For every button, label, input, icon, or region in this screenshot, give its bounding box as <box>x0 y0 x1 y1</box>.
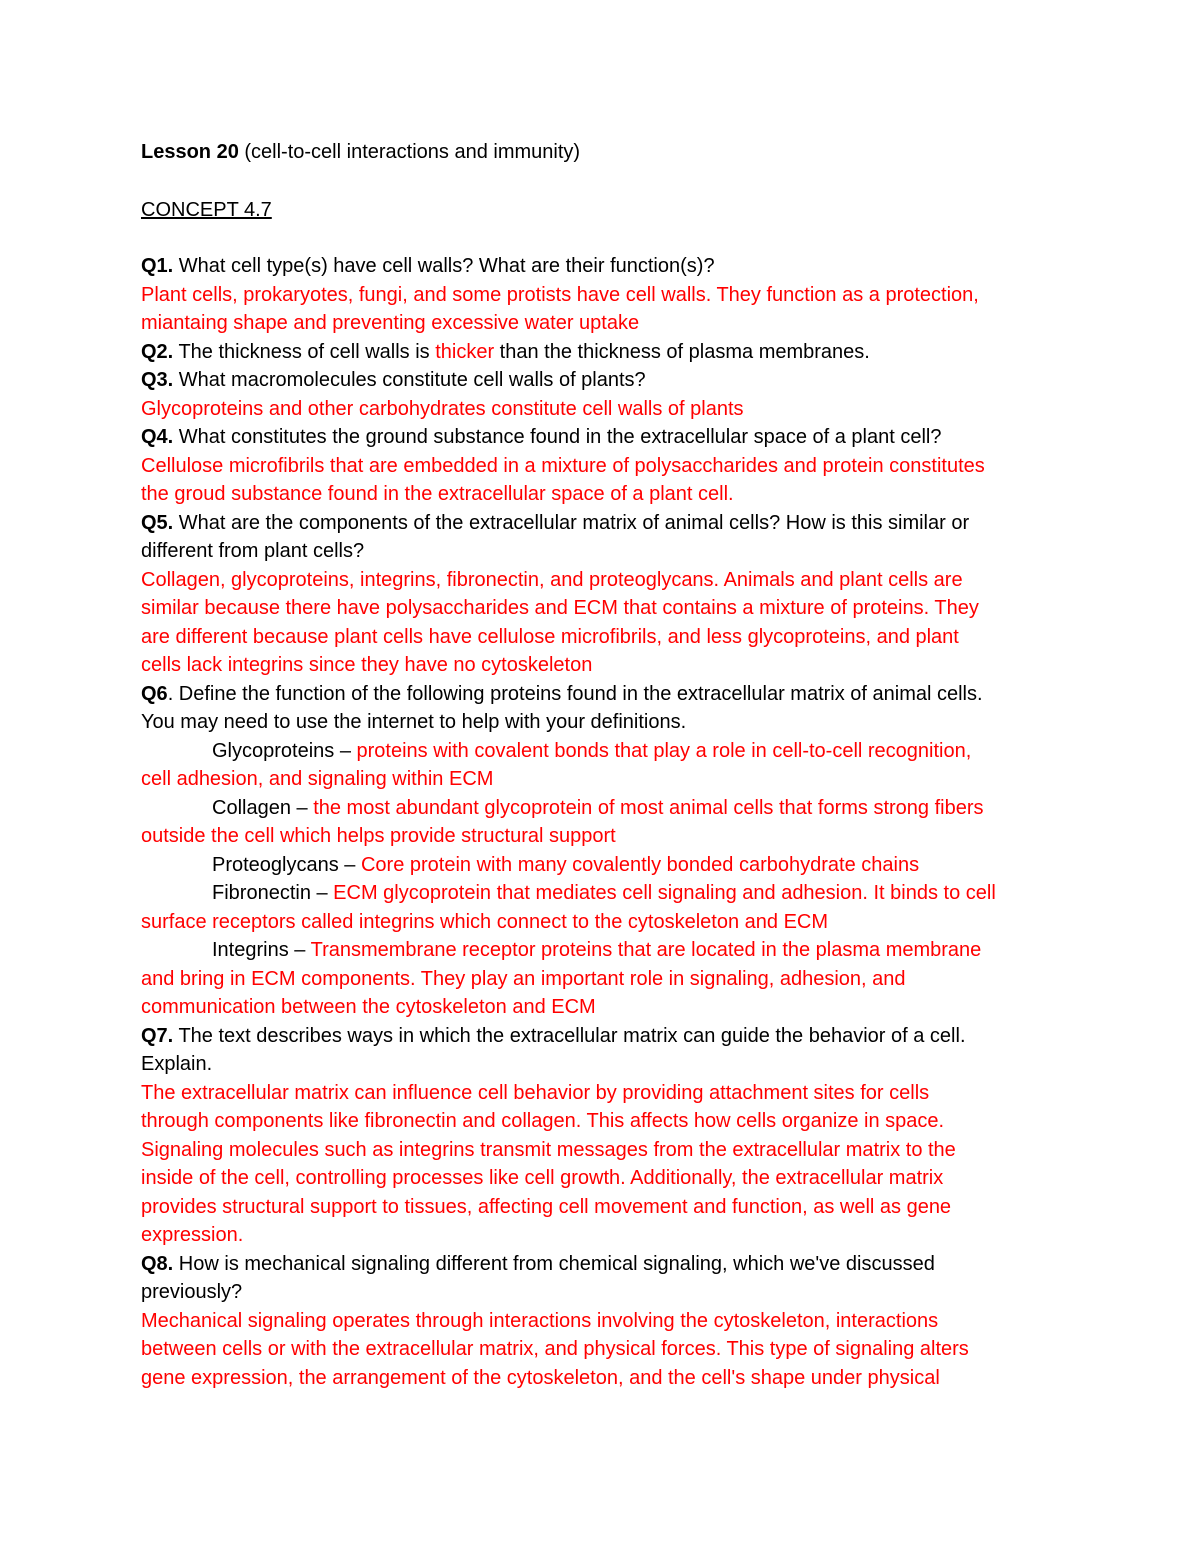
lesson-title-bold: Lesson 20 <box>141 141 239 163</box>
answer-line: cell adhesion, and signaling within ECM <box>141 768 494 790</box>
answer-line: Mechanical signaling operates through interactions involving the cytoskeleton, interactions <box>141 1309 939 1332</box>
answer-line: Collagen, glycoproteins, integrins, fibronectin, and proteoglycans. Animals and plant cells are <box>141 568 963 591</box>
answer-line: Cellulose microfibrils that are embedded in a mixture of polysaccharides and protein constitutes <box>141 454 985 477</box>
question-text: What cell type(s) have cell walls? What are their function(s)? <box>173 255 715 277</box>
lesson-title-subtitle: (cell-to-cell interactions and immunity) <box>238 141 581 163</box>
question-3 <box>141 366 1070 395</box>
question-number: Q5. <box>141 511 174 534</box>
answer-line: The extracellular matrix can influence cell behavior by providing attachment sites for cells <box>141 1081 930 1104</box>
question-5 <box>141 509 1070 538</box>
term-label: Glycoproteins – <box>212 739 357 762</box>
concept-heading: CONCEPT 4.7 <box>141 198 272 221</box>
answer-line: similar because there have polysaccharides and ECM that contains a mixture of proteins. They <box>141 597 979 619</box>
answer-line: between cells or with the extracellular matrix, and physical forces. This type of signaling alters <box>141 1338 969 1360</box>
question-1 <box>141 252 1070 281</box>
answer-line: Plant cells, prokaryotes, fungi, and some protists have cell walls. They function as a protection, <box>141 283 979 306</box>
question-2 <box>141 338 1070 367</box>
term-collagen <box>141 794 1070 823</box>
question-4 <box>141 423 1070 452</box>
answer-line: through components like fibronectin and collagen. This affects how cells organize in space. <box>141 1110 945 1132</box>
question-text: . Define the function of the following proteins found in the extracellular matrix of animal cells. <box>167 682 983 705</box>
term-label: Proteoglycans – <box>212 853 361 876</box>
answer-line: are different because plant cells have cellulose microfibrils, and less glycoproteins, and plant <box>141 625 959 648</box>
answer-line: the groud substance found in the extracellular space of a plant cell. <box>141 483 734 505</box>
question-number: Q3. <box>141 369 174 391</box>
question-number: Q8. <box>141 1252 174 1275</box>
term-integrins <box>141 936 1070 965</box>
question-number: Q2. <box>141 340 174 363</box>
question-text-continued: You may need to use the internet to help with your definitions. <box>141 711 687 733</box>
question-6 <box>141 680 1070 709</box>
answer-line: gene expression, the arrangement of the cytoskeleton, and the cell's shape under physical <box>141 1366 940 1389</box>
answer-line: outside the cell which helps provide structural support <box>141 825 616 847</box>
term-glycoproteins <box>141 737 1070 766</box>
question-text-continued: Explain. <box>141 1053 213 1075</box>
question-text: What are the components of the extracellular matrix of animal cells? How is this similar or <box>173 511 970 534</box>
term-proteoglycans <box>141 851 1070 880</box>
question-text: What constitutes the ground substance found in the extracellular space of a plant cell? <box>173 426 942 448</box>
term-definition: ECM glycoprotein that mediates cell signaling and adhesion. It binds to cell <box>333 882 996 904</box>
question-text: The text describes ways in which the extracellular matrix can guide the behavior of a cell. <box>173 1024 966 1047</box>
answer-line: miantaing shape and preventing excessive water uptake <box>141 312 640 334</box>
term-definition: the most abundant glycoprotein of most animal cells that forms strong fibers <box>313 796 984 819</box>
question-text: What macromolecules constitute cell walls of plants? <box>173 369 646 391</box>
question-text-continued: different from plant cells? <box>141 540 365 562</box>
inline-answer: thicker <box>435 340 495 363</box>
answer-line: and bring in ECM components. They play an important role in signaling, adhesion, and <box>141 967 906 990</box>
answer-line: expression. <box>141 1224 244 1246</box>
question-7 <box>141 1022 1070 1051</box>
question-number: Q1. <box>141 255 174 277</box>
answer-line: surface receptors called integrins which connect to the cytoskeleton and ECM <box>141 910 829 933</box>
answer-line: Glycoproteins and other carbohydrates constitute cell walls of plants <box>141 397 744 420</box>
term-definition: Core protein with many covalently bonded carbohydrate chains <box>360 853 920 876</box>
answer-line: provides structural support to tissues, affecting cell movement and function, as well as gene <box>141 1195 952 1218</box>
answer-line: cells lack integrins since they have no cytoskeleton <box>141 654 593 676</box>
question-text: How is mechanical signaling different from chemical signaling, which we've discussed <box>173 1252 935 1275</box>
term-label: Fibronectin – <box>212 882 334 904</box>
lesson-title <box>141 138 1070 167</box>
term-definition: Transmembrane receptor proteins that are located in the plasma membrane <box>310 939 982 961</box>
question-text: than the thickness of plasma membranes. <box>494 340 870 363</box>
question-number: Q6 <box>141 682 168 705</box>
term-fibronectin <box>141 879 1070 908</box>
question-number: Q7. <box>141 1024 174 1047</box>
question-number: Q4. <box>141 426 174 448</box>
term-label: Integrins – <box>212 939 311 961</box>
answer-line: inside of the cell, controlling processes like cell growth. Additionally, the extracellular matrix <box>141 1167 944 1189</box>
term-definition: proteins with covalent bonds that play a role in cell-to-cell recognition, <box>356 739 972 762</box>
answer-line: communication between the cytoskeleton and ECM <box>141 996 596 1018</box>
term-label: Collagen – <box>212 796 314 819</box>
question-text: The thickness of cell walls is <box>173 340 436 363</box>
question-text-continued: previously? <box>141 1281 243 1303</box>
question-8 <box>141 1250 1070 1279</box>
answer-line: Signaling molecules such as integrins transmit messages from the extracellular matrix to the <box>141 1138 956 1161</box>
